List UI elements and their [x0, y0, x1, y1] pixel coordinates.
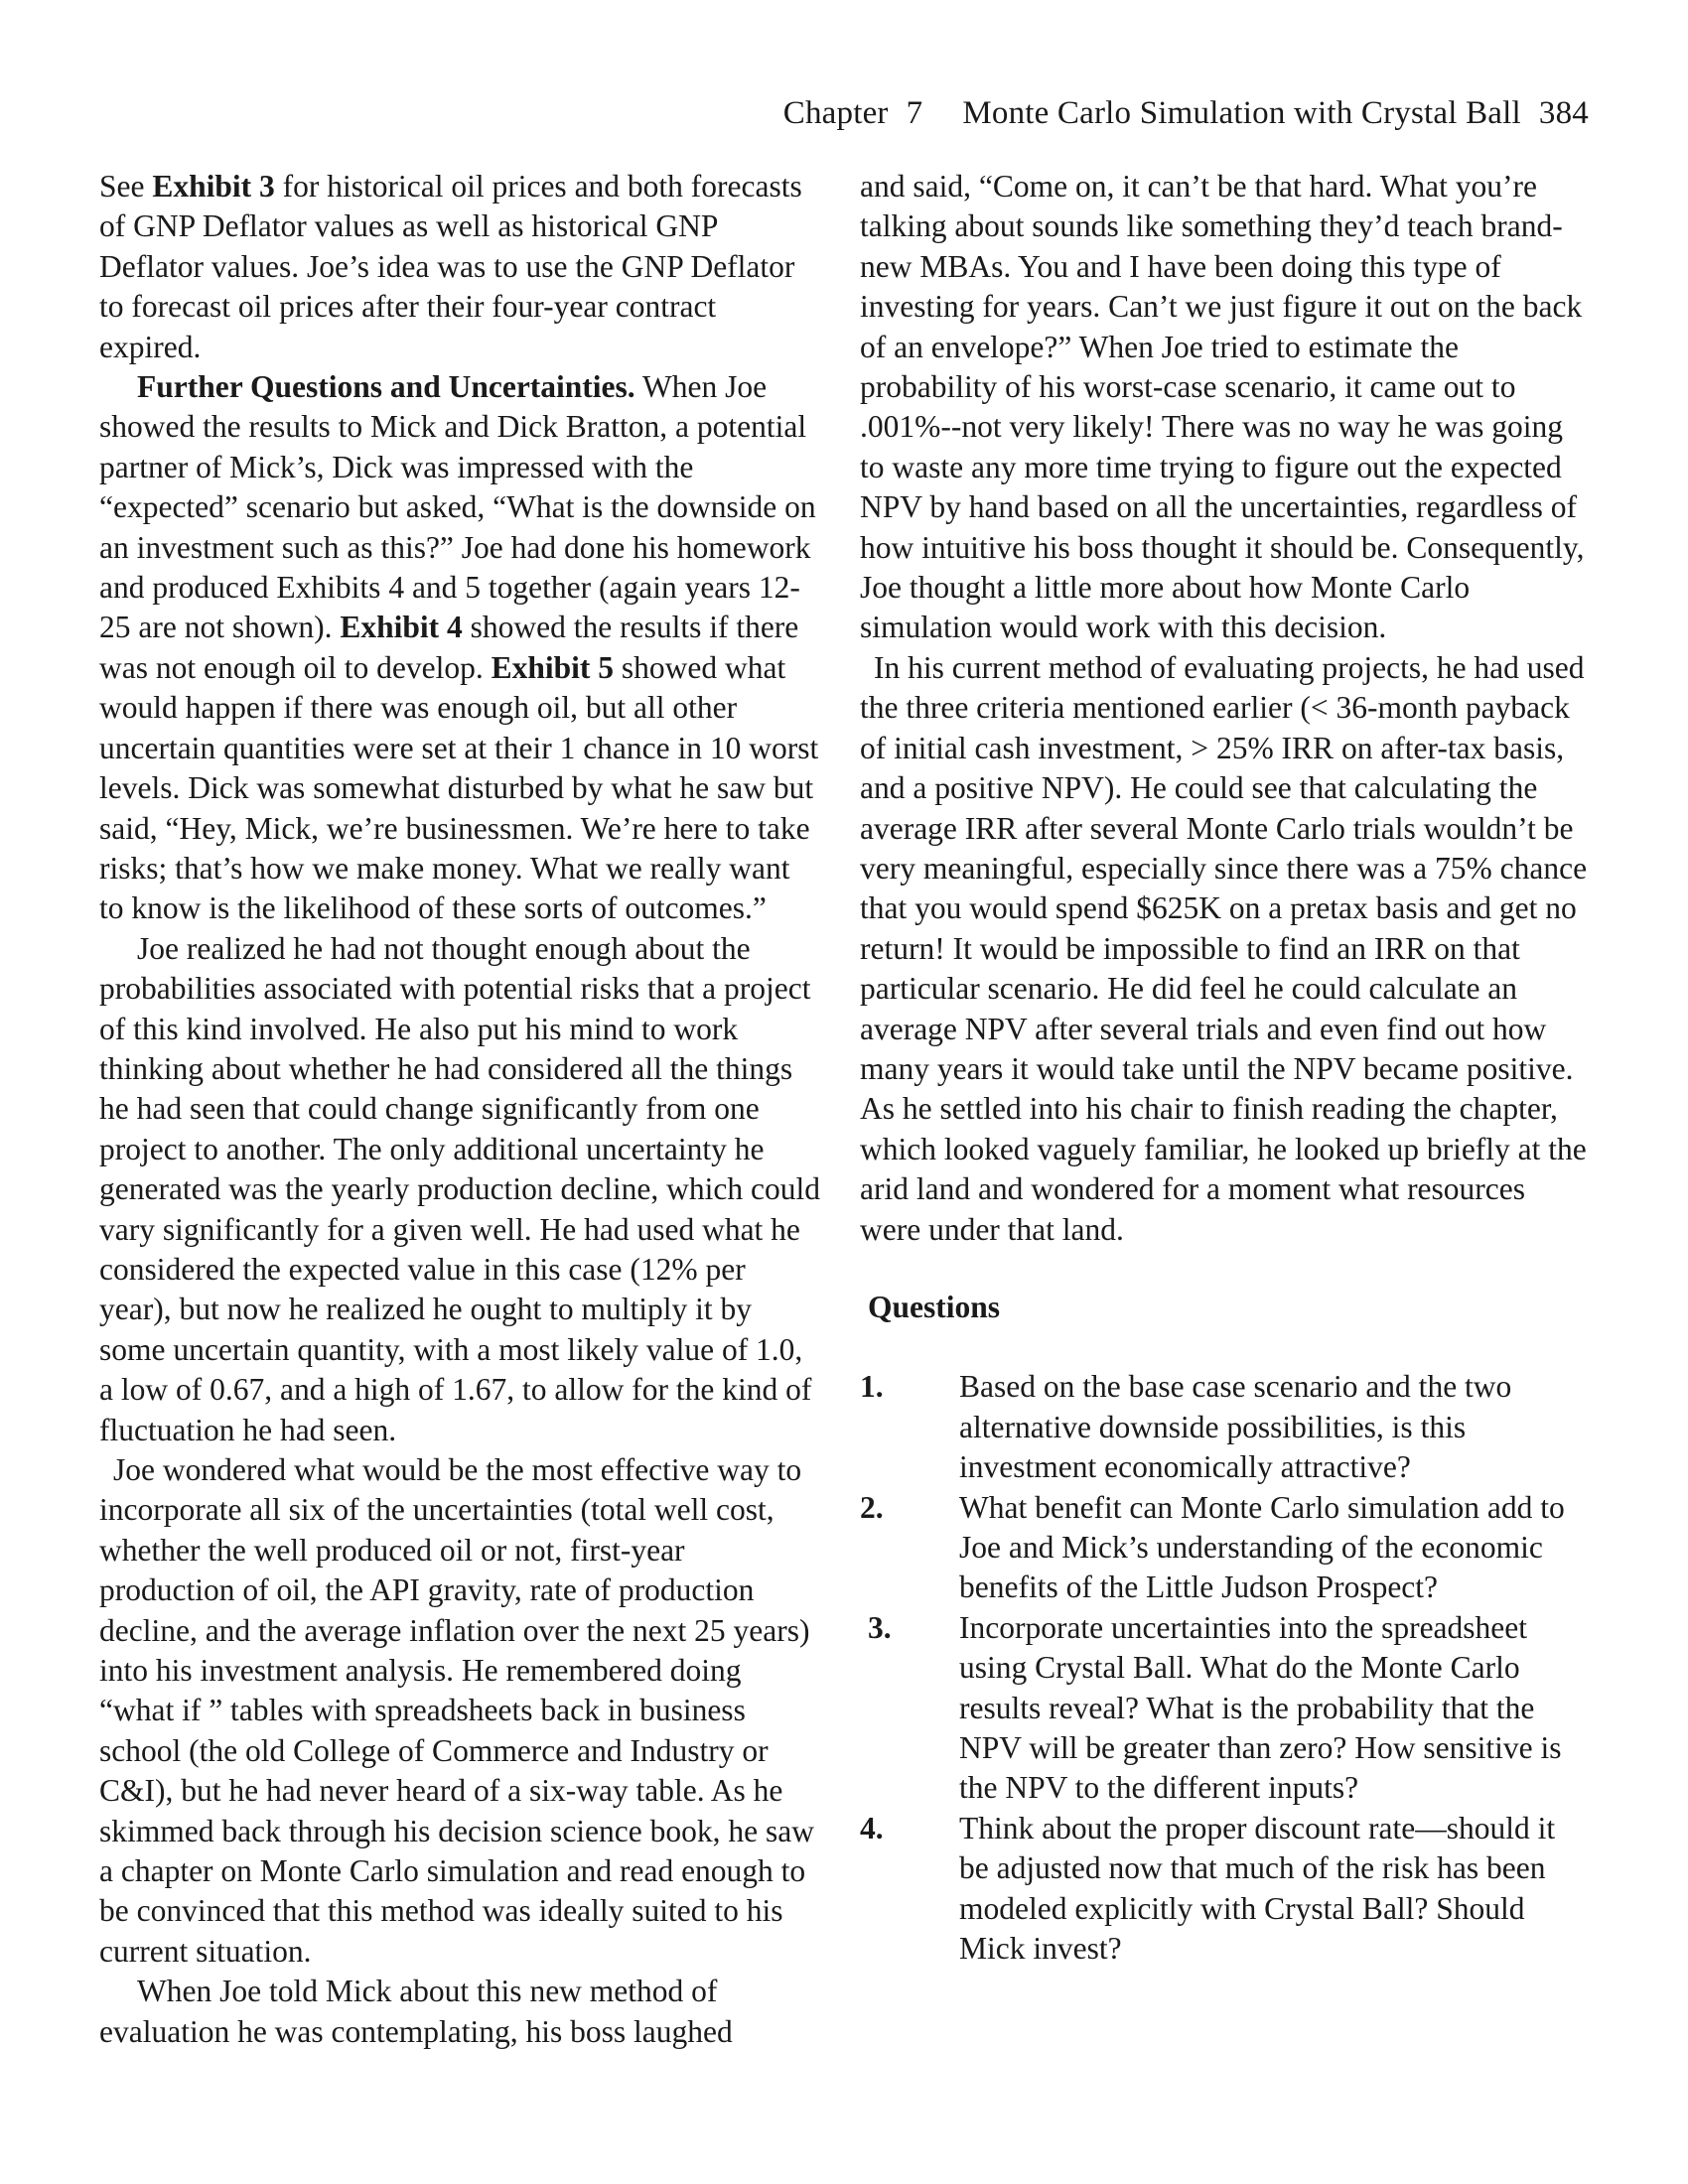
question-item: [860, 1608, 1589, 1809]
question-number: 2.: [860, 1489, 884, 1525]
exhibit-4-ref: Exhibit 4: [340, 610, 463, 645]
question-text: What benefit can Monte Carlo simulation add to Joe and Mick’s understanding of the economic benefits of the Little Judson Prospect?: [959, 1489, 1565, 1605]
chapter-number: 7: [906, 95, 923, 131]
left-column: [99, 167, 821, 2052]
questions-heading: Questions: [868, 1289, 1001, 1324]
question-number: 3.: [868, 1609, 892, 1645]
question-text: Think about the proper discount rate—should it be adjusted now that much of the risk has been modeled explicitly with Crystal Ball? Should Mick invest?: [959, 1810, 1556, 1967]
paragraph-current-method: In his current method of evaluating projects, he had used the three criteria mentioned earlier (< 36-month payback of initial cash investment, > 25% IRR on after-tax basis, and a positive NPV). He could see that calculating the average IRR after several Monte Carlo trials wouldn’t be very meaningful, especially since there was a 75% chance that you would spend $625K on a pretax basis and get no return! It would be impossible to find an IRR on that particular scenario. He did feel he could calculate an average NPV after several trials and even find out how many years it would take until the NPV became positive. As he settled into his chair to finish reading the chapter, which looked vaguely familiar, he looked up briefly at the arid land and wondered for a moment what resources were under that land.: [860, 649, 1588, 1247]
question-text: Incorporate uncertainties into the spreadsheet using Crystal Ball. What do the Monte Carlo results reveal? What is the probability that the NPV will be greater than zero? How sensitive is the NPV to the different inputs?: [959, 1609, 1562, 1806]
chapter-label: Chapter: [782, 95, 889, 131]
question-text: Based on the base case scenario and the two alternative downside possibilities, is this investment economically attractive?: [959, 1369, 1512, 1485]
paragraph-six-uncertainties: Joe wondered what would be the most effective way to incorporate all six of the uncertainties (total well cost, whether the well produced oil or not, first-year production of oil, the API gravity, rate of production decline, and the average inflation over the next 25 years) into his investment analysis. He remembered doing “what if ” tables with spreadsheets back in business school (the old College of Commerce and Industry or C&I), but he had never heard of a six-way table. As he skimmed back through his decision science book, he saw a chapter on Monte Carlo simulation and read enough to be convinced that this method was ideally suited to his current situation.: [99, 1452, 814, 1969]
paragraph-back-of-envelope: and said, “Come on, it can’t be that hard. What you’re talking about sounds like something they’d teach brand-new MBAs. You and I have been doing this type of investing for years. Can’t we just figure it out on the back of an envelope?” When Joe tried to estimate the probability of his worst-case scenario, it came out to .001%--not very likely! There was no way he was going to waste any more time trying to figure out the expected NPV by hand based on all the uncertainties, regardless of how intuitive his boss thought it should be. Consequently, Joe thought a little more about how Monte Carlo simulation would work with this decision.: [860, 169, 1585, 645]
paragraph-further-questions: Further Questions and Uncertainties. When Joe showed the results to Mick and Dick Bratton, a potential partner of Mick’s, Dick was impressed with the “expected” scenario but asked, “What is the downside on an investment such as this?” Joe had done his homework and produced Exhibits 4 and 5 together (again years 12-25 are not shown). Exhibit 4 showed the results if there was not enough oil to develop. Exhibit 5 showed what would happen if there was enough oil, but all other uncertain quantities were set at their 1 chance in 10 worst levels. Dick was somewhat disturbed by what he saw but said, “Hey, Mick, we’re businessmen. We’re here to take risks; that’s how we make money. What we really want to know is the likelihood of these sorts of outcomes.”: [99, 369, 819, 926]
page-number: 384: [1538, 95, 1589, 131]
right-column: [860, 167, 1589, 1969]
paragraph-probabilities: Joe realized he had not thought enough about the probabilities associated with potential risks that a project of this kind involved. He also put his mind to work thinking about whether he had considered all the things he had seen that could change significantly from one project to another. The only additional uncertainty he generated was the yearly production decline, which could vary significantly for a given well. He had used what he considered the expected value in this case (12% per year), but now he realized he ought to multiply it by some uncertain quantity, with a most likely value of 1.0, a low of 0.67, and a high of 1.67, to allow for the kind of fluctuation he had seen.: [99, 930, 820, 1447]
exhibit-3-ref: Exhibit 3: [152, 169, 275, 204]
question-item: [860, 1488, 1589, 1608]
exhibit-5-ref: Exhibit 5: [491, 649, 614, 685]
question-number: 1.: [860, 1369, 884, 1405]
paragraph-boss-laughed: When Joe told Mick about this new method of evaluation he was contemplating, his boss laughed: [99, 1974, 733, 2049]
question-number: 4.: [860, 1810, 884, 1845]
paragraph-exhibit-3: See Exhibit 3 for historical oil prices and both forecasts of GNP Deflator values as well as historical GNP Deflator values. Joe’s idea was to use the GNP Deflator to forecast oil prices after their four-year contract expired.: [99, 169, 802, 364]
section-run-in-heading: Further Questions and Uncertainties.: [137, 369, 635, 405]
running-header: [783, 95, 1589, 132]
questions-list: [860, 1367, 1589, 1969]
question-item: [860, 1809, 1589, 1970]
chapter-title: Monte Carlo Simulation with Crystal Ball: [962, 95, 1521, 131]
question-item: [860, 1367, 1589, 1487]
